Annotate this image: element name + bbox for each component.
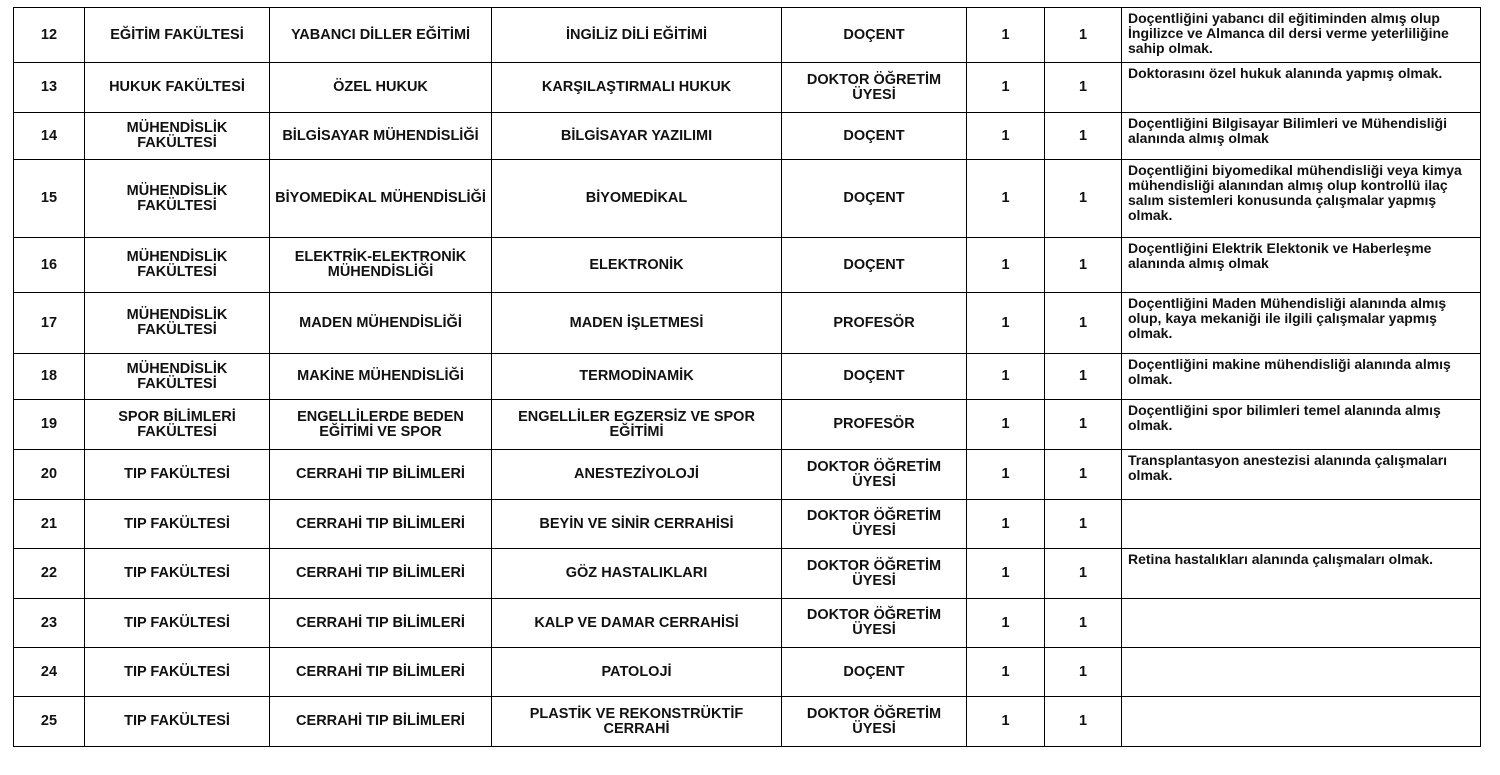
field-cell: BİLGİSAYAR YAZILIMI [492, 113, 782, 160]
staff-positions-table [13, 7, 1481, 747]
count-cell: 1 [1045, 549, 1122, 599]
table-row [14, 549, 1481, 599]
table-row [14, 400, 1481, 450]
field-cell: BEYİN VE SİNİR CERRAHİSİ [492, 500, 782, 549]
row-number-cell: 14 [14, 113, 85, 160]
title-cell: DOÇENT [782, 648, 967, 697]
faculty-cell: MÜHENDİSLİK FAKÜLTESİ [85, 113, 270, 160]
row-number-cell: 13 [14, 63, 85, 113]
title-cell: DOKTOR ÖĞRETİM ÜYESİ [782, 599, 967, 648]
requirement-cell: Transplantasyon anestezisi alanında çalışmaları olmak. [1122, 450, 1481, 500]
requirement-cell: Doktorasını özel hukuk alanında yapmış olmak. [1122, 63, 1481, 113]
department-cell: YABANCI DİLLER EĞİTİMİ [270, 8, 492, 63]
row-number-cell: 24 [14, 648, 85, 697]
count-cell: 1 [1045, 238, 1122, 293]
faculty-cell: TIP FAKÜLTESİ [85, 450, 270, 500]
count-cell: 1 [967, 354, 1045, 400]
faculty-cell: TIP FAKÜLTESİ [85, 500, 270, 549]
department-cell: ELEKTRİK-ELEKTRONİK MÜHENDİSLİĞİ [270, 238, 492, 293]
faculty-cell: TIP FAKÜLTESİ [85, 697, 270, 747]
count-cell: 1 [1045, 450, 1122, 500]
faculty-cell: EĞİTİM FAKÜLTESİ [85, 8, 270, 63]
count-cell: 1 [1045, 160, 1122, 238]
table-row [14, 500, 1481, 549]
title-cell: PROFESÖR [782, 293, 967, 354]
count-cell: 1 [1045, 113, 1122, 160]
requirement-cell: Retina hastalıkları alanında çalışmaları olmak. [1122, 549, 1481, 599]
requirement-cell: Doçentliğini yabancı dil eğitiminden almış olup İngilizce ve Almanca dil dersi verme yeterliliğine sahip olmak. [1122, 8, 1481, 63]
department-cell: ENGELLİLERDE BEDEN EĞİTİMİ VE SPOR [270, 400, 492, 450]
row-number-cell: 17 [14, 293, 85, 354]
title-cell: PROFESÖR [782, 400, 967, 450]
faculty-cell: TIP FAKÜLTESİ [85, 549, 270, 599]
table-row [14, 599, 1481, 648]
row-number-cell: 19 [14, 400, 85, 450]
count-cell: 1 [967, 599, 1045, 648]
table-row [14, 63, 1481, 113]
requirement-cell [1122, 500, 1481, 549]
faculty-cell: HUKUK FAKÜLTESİ [85, 63, 270, 113]
count-cell: 1 [1045, 500, 1122, 549]
department-cell: ÖZEL HUKUK [270, 63, 492, 113]
count-cell: 1 [1045, 648, 1122, 697]
faculty-cell: SPOR BİLİMLERİ FAKÜLTESİ [85, 400, 270, 450]
count-cell: 1 [967, 160, 1045, 238]
count-cell: 1 [967, 549, 1045, 599]
title-cell: DOKTOR ÖĞRETİM ÜYESİ [782, 549, 967, 599]
document-page [13, 7, 1481, 747]
faculty-cell: TIP FAKÜLTESİ [85, 599, 270, 648]
count-cell: 1 [1045, 8, 1122, 63]
table-row [14, 160, 1481, 238]
count-cell: 1 [967, 293, 1045, 354]
department-cell: CERRAHİ TIP BİLİMLERİ [270, 599, 492, 648]
requirement-cell: Doçentliğini spor bilimleri temel alanında almış olmak. [1122, 400, 1481, 450]
row-number-cell: 25 [14, 697, 85, 747]
field-cell: KALP VE DAMAR CERRAHİSİ [492, 599, 782, 648]
count-cell: 1 [967, 113, 1045, 160]
requirement-cell: Doçentliğini Maden Mühendisliği alanında almış olup, kaya mekaniği ile ilgili çalışmalar yapmış olmak. [1122, 293, 1481, 354]
faculty-cell: TIP FAKÜLTESİ [85, 648, 270, 697]
table-row [14, 450, 1481, 500]
table-row [14, 648, 1481, 697]
faculty-cell: MÜHENDİSLİK FAKÜLTESİ [85, 293, 270, 354]
count-cell: 1 [967, 500, 1045, 549]
table-row [14, 238, 1481, 293]
department-cell: BİYOMEDİKAL MÜHENDİSLİĞİ [270, 160, 492, 238]
count-cell: 1 [967, 697, 1045, 747]
table-row [14, 697, 1481, 747]
row-number-cell: 12 [14, 8, 85, 63]
title-cell: DOÇENT [782, 113, 967, 160]
requirement-cell [1122, 648, 1481, 697]
count-cell: 1 [967, 400, 1045, 450]
requirement-cell [1122, 697, 1481, 747]
row-number-cell: 22 [14, 549, 85, 599]
count-cell: 1 [967, 648, 1045, 697]
department-cell: CERRAHİ TIP BİLİMLERİ [270, 697, 492, 747]
count-cell: 1 [1045, 293, 1122, 354]
requirement-cell: Doçentliğini Bilgisayar Bilimleri ve Mühendisliği alanında almış olmak [1122, 113, 1481, 160]
field-cell: TERMODİNAMİK [492, 354, 782, 400]
count-cell: 1 [1045, 599, 1122, 648]
department-cell: CERRAHİ TIP BİLİMLERİ [270, 500, 492, 549]
field-cell: ANESTEZİYOLOJİ [492, 450, 782, 500]
title-cell: DOÇENT [782, 8, 967, 63]
department-cell: MAKİNE MÜHENDİSLİĞİ [270, 354, 492, 400]
table-row [14, 354, 1481, 400]
field-cell: PATOLOJİ [492, 648, 782, 697]
count-cell: 1 [1045, 400, 1122, 450]
count-cell: 1 [967, 8, 1045, 63]
department-cell: BİLGİSAYAR MÜHENDİSLİĞİ [270, 113, 492, 160]
row-number-cell: 21 [14, 500, 85, 549]
requirement-cell: Doçentliğini Elektrik Elektonik ve Haberleşme alanında almış olmak [1122, 238, 1481, 293]
table-row [14, 293, 1481, 354]
title-cell: DOÇENT [782, 354, 967, 400]
title-cell: DOÇENT [782, 238, 967, 293]
faculty-cell: MÜHENDİSLİK FAKÜLTESİ [85, 238, 270, 293]
field-cell: KARŞILAŞTIRMALI HUKUK [492, 63, 782, 113]
row-number-cell: 23 [14, 599, 85, 648]
row-number-cell: 20 [14, 450, 85, 500]
count-cell: 1 [967, 450, 1045, 500]
field-cell: ELEKTRONİK [492, 238, 782, 293]
department-cell: CERRAHİ TIP BİLİMLERİ [270, 450, 492, 500]
requirement-cell: Doçentliğini biyomedikal mühendisliği veya kimya mühendisliği alanından almış olup kontrollü ilaç salım sistemleri konusunda çalışmalar yapmış olmak. [1122, 160, 1481, 238]
title-cell: DOÇENT [782, 160, 967, 238]
row-number-cell: 18 [14, 354, 85, 400]
faculty-cell: MÜHENDİSLİK FAKÜLTESİ [85, 354, 270, 400]
department-cell: MADEN MÜHENDİSLİĞİ [270, 293, 492, 354]
table-row [14, 8, 1481, 63]
faculty-cell: MÜHENDİSLİK FAKÜLTESİ [85, 160, 270, 238]
field-cell: ENGELLİLER EGZERSİZ VE SPOR EĞİTİMİ [492, 400, 782, 450]
count-cell: 1 [967, 238, 1045, 293]
field-cell: İNGİLİZ DİLİ EĞİTİMİ [492, 8, 782, 63]
requirement-cell [1122, 599, 1481, 648]
title-cell: DOKTOR ÖĞRETİM ÜYESİ [782, 63, 967, 113]
department-cell: CERRAHİ TIP BİLİMLERİ [270, 648, 492, 697]
count-cell: 1 [1045, 354, 1122, 400]
count-cell: 1 [1045, 63, 1122, 113]
row-number-cell: 16 [14, 238, 85, 293]
field-cell: MADEN İŞLETMESİ [492, 293, 782, 354]
field-cell: BİYOMEDİKAL [492, 160, 782, 238]
count-cell: 1 [1045, 697, 1122, 747]
row-number-cell: 15 [14, 160, 85, 238]
title-cell: DOKTOR ÖĞRETİM ÜYESİ [782, 697, 967, 747]
field-cell: GÖZ HASTALIKLARI [492, 549, 782, 599]
title-cell: DOKTOR ÖĞRETİM ÜYESİ [782, 450, 967, 500]
department-cell: CERRAHİ TIP BİLİMLERİ [270, 549, 492, 599]
table-row [14, 113, 1481, 160]
requirement-cell: Doçentliğini makine mühendisliği alanında almış olmak. [1122, 354, 1481, 400]
count-cell: 1 [967, 63, 1045, 113]
field-cell: PLASTİK VE REKONSTRÜKTİF CERRAHİ [492, 697, 782, 747]
title-cell: DOKTOR ÖĞRETİM ÜYESİ [782, 500, 967, 549]
